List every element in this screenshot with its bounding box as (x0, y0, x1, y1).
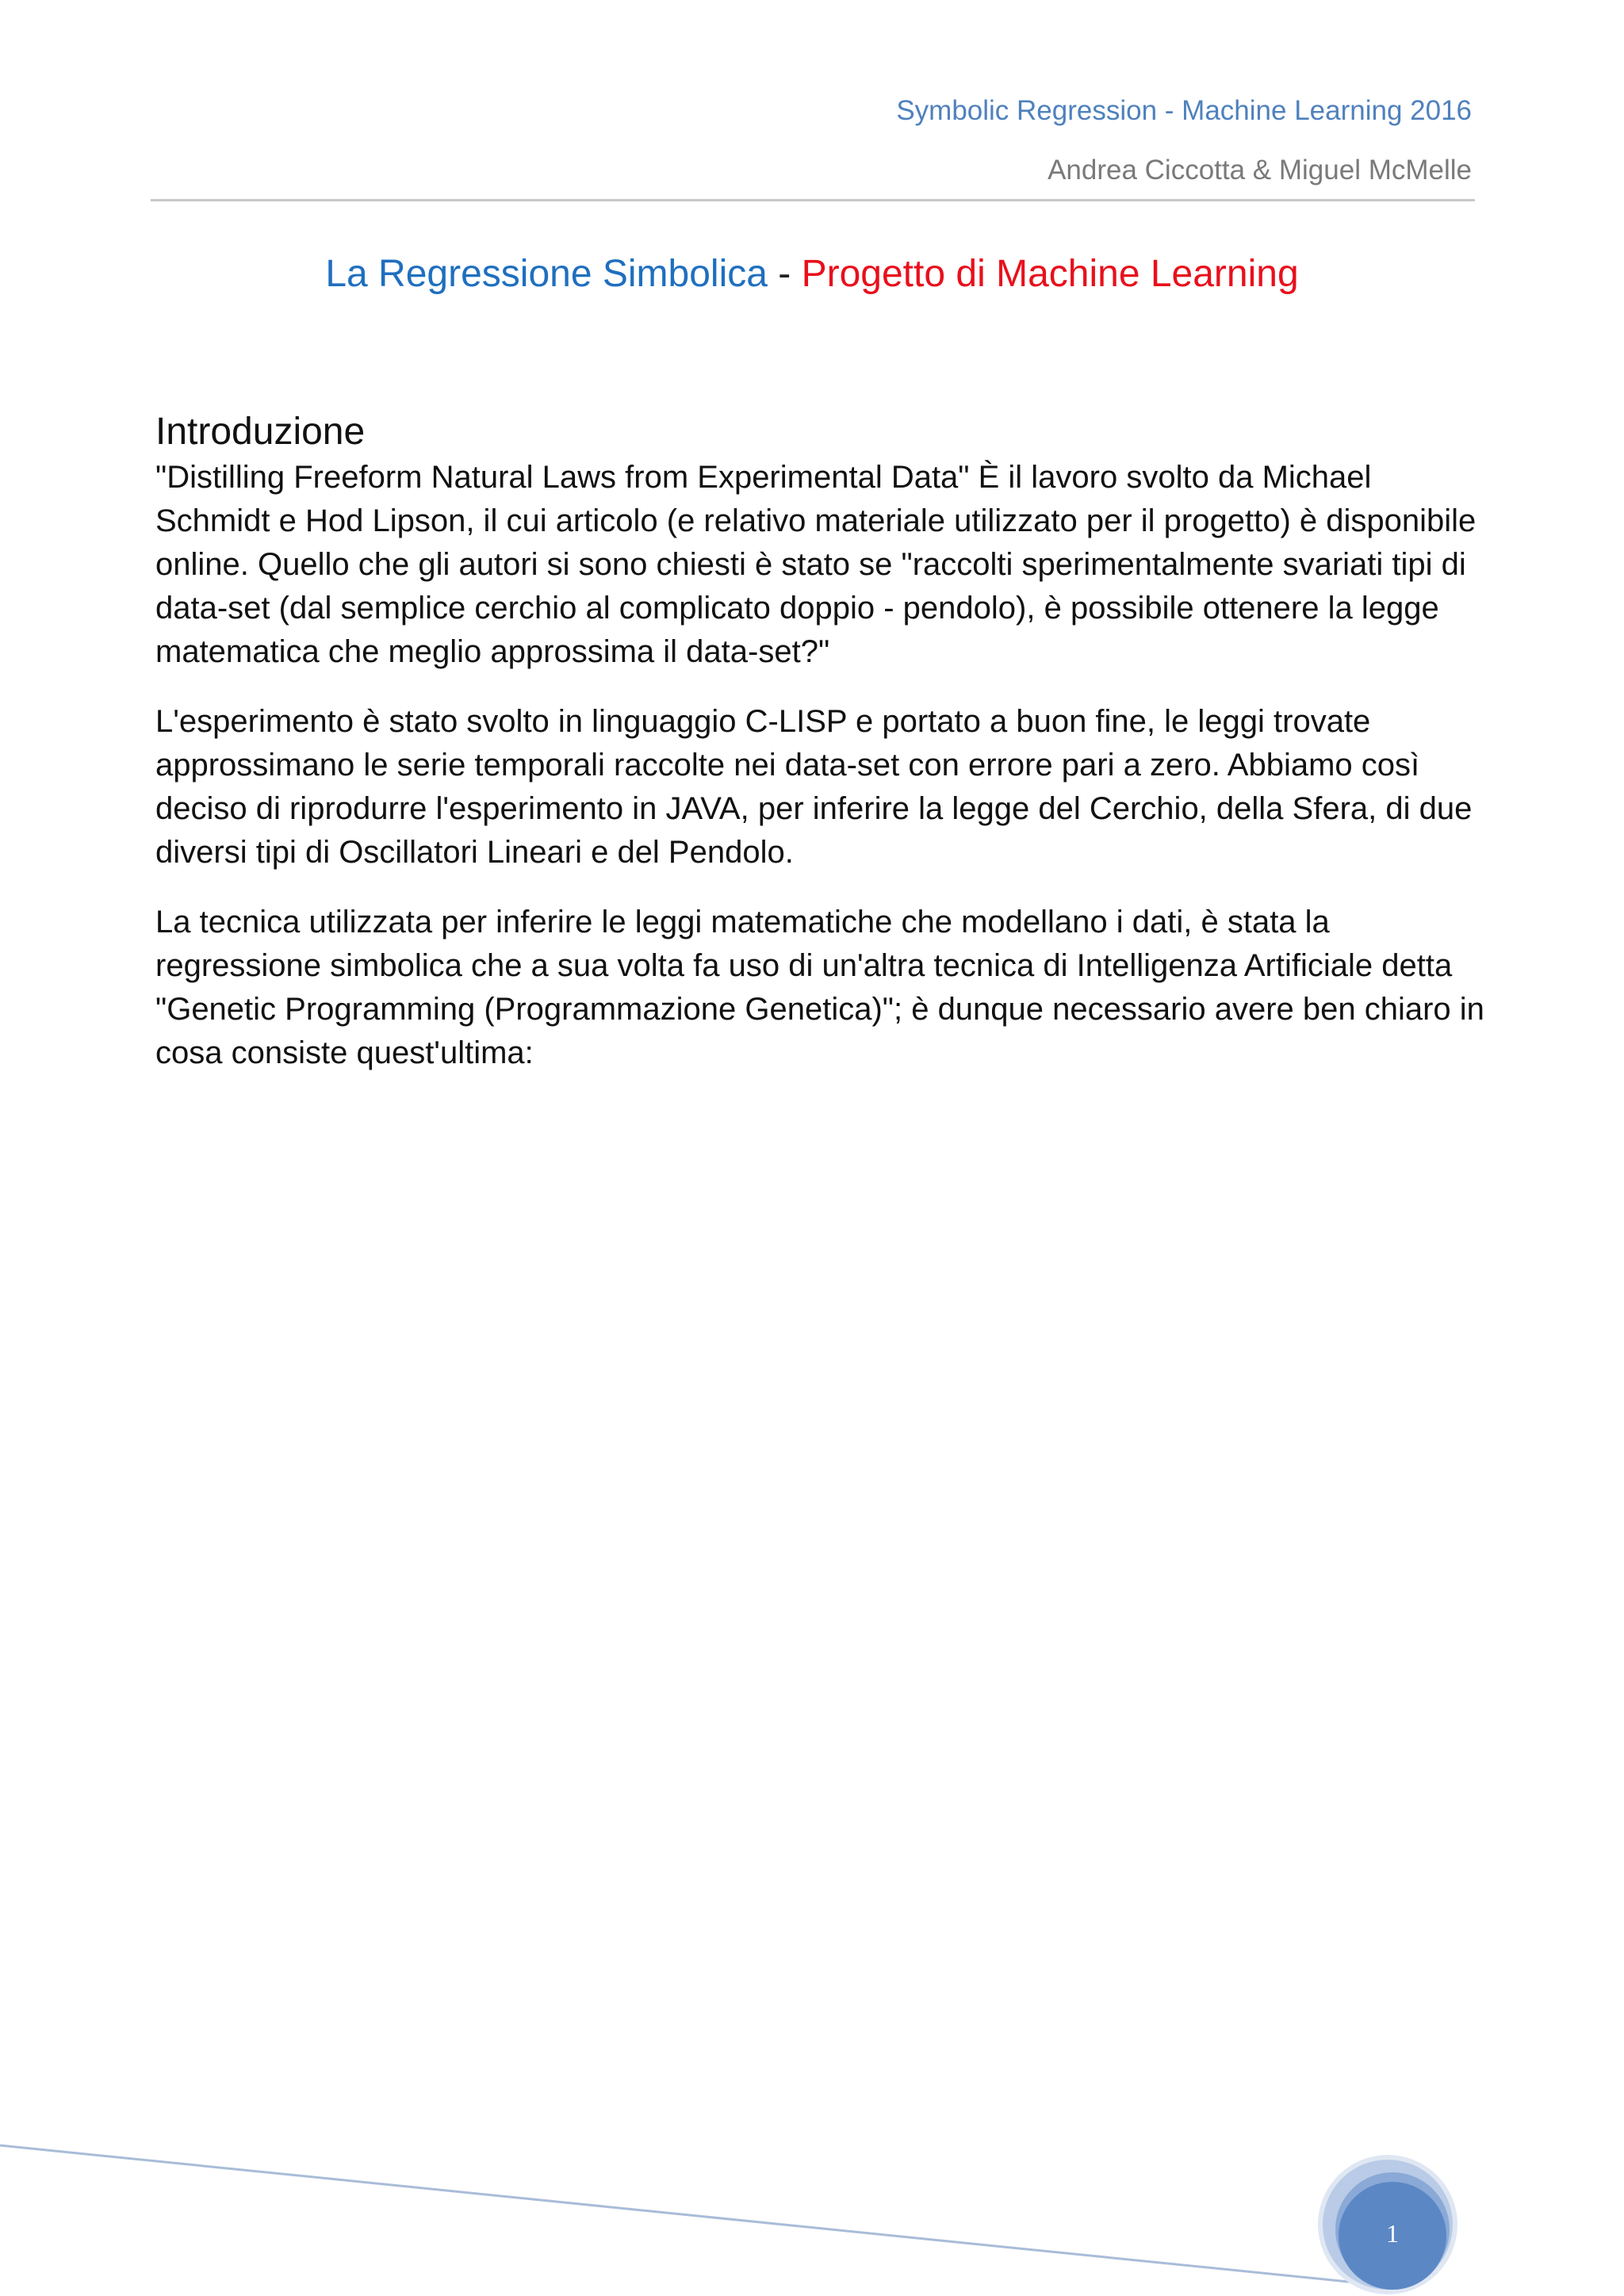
title-separator: - (767, 253, 802, 295)
footer-diagonal-line (0, 2145, 1364, 2283)
header-document-title: Symbolic Regression - Machine Learning 2016 (896, 95, 1472, 126)
title-part-red: Progetto di Machine Learning (801, 253, 1299, 295)
paragraph-1: "Distilling Freeform Natural Laws from Experimental Data" È il lavoro svolto da Michael Schmidt e Hod Lipson, il cui articolo (e relativo materiale utilizzato per il progetto) è disponibile online. Quello che gli autori si sono chiesti è stato se "raccolti sperimentalmente svariati tipi di data-set (dal semplice cerchio al complicato doppio - pendolo), è possibile ottenere la legge matematica che meglio approssima il data-set?" (155, 460, 1477, 669)
page-number: 1 (1386, 2219, 1399, 2248)
section-heading: Introduzione (155, 411, 366, 453)
paragraph-2: L'esperimento è stato svolto in linguaggio C-LISP e portato a buon fine, le leggi trovate approssimano le serie temporali raccolte nei data-set con errore pari a zero. Abbiamo così deciso di riprodurre l'esperimento in JAVA, per inferire la legge del Cerchio, della Sfera, di due diversi tipi di Oscillatori Lineari e del Pendolo. (155, 704, 1473, 870)
paragraph-3: La tecnica utilizzata per inferire le leggi matematiche che modellano i dati, è stata la regressione simbolica che a sua volta fa uso di un'altra tecnica di Intelligenza Artificiale detta "Genetic Programming (Programmazione Genetica)"; è dunque necessario avere ben chiaro in cosa consiste quest'ultima: (155, 905, 1484, 1070)
title-part-blue: La Regressione Simbolica (325, 253, 768, 295)
header-authors: Andrea Ciccotta & Miguel McMelle (1048, 155, 1472, 186)
